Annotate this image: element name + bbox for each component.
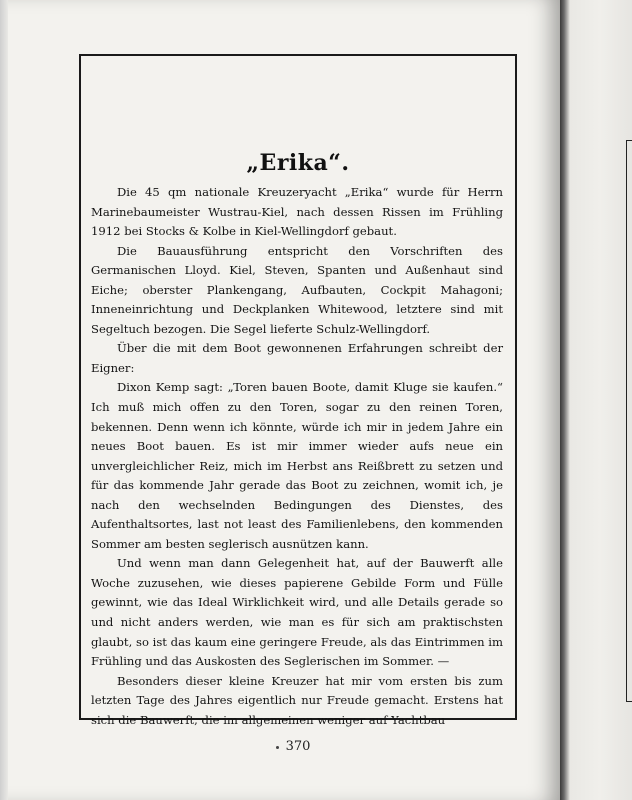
paragraph: Besonders dieser kleine Kreuzer hat mir vom ersten bis zum letzten Tage des Jahres eigentlich nur Freude gemacht. Erstens hat sich die Bauwerft, die im allgemeinen weniger auf Yachtbau (91, 673, 503, 727)
page-number: 370 (285, 739, 311, 754)
paragraph: Und wenn man dann Gelegenheit hat, auf der Bauwerft alle Woche zuzusehen, wie dieses papierene Gebilde Form und Fülle gewinnt, wie das Ideal Wirklichkeit wird, und alle Details gerade so und nicht anders werden, wie man es für sich am praktischsten glaubt, so ist das kaum eine geringere Freude, als das Eintrimmen im Frühling und das Auskosten des Seglerischen im Sommer. — (91, 556, 503, 669)
paragraph: Dixon Kemp sagt: „Toren bauen Boote, damit Kluge sie kaufen.“ Ich muß mich offen zu den Toren, sogar zu den reinen Toren, bekennen. Denn wenn ich könnte, würde ich mir in jedem Jahre ein neues Boot bauen. Es ist mir immer wieder aufs neue ein unvergleichlicher Reiz, mich im Herbst ans Reißbrett zu setzen und für das kommende Jahr gerade das Boot zu zeichnen, womit ich, je nach den wechselnden Bedingungen des Dienstes, des Aufenthaltsortes, last not least des Familienlebens, den kommenden Sommer am besten seglerisch ausnützen kann. (91, 380, 503, 551)
paragraph: Die Bauausführung entspricht den Vorschriften des Germanischen Lloyd. Kiel, Steven, Spanten und Außenhaut sind Eiche; oberster Plankengang, Aufbauten, Cockpit Mahagoni; Inneneinrichtung und Deckplanken Whitewood, letztere sind mit Segeltuch bezogen. Die Segel lieferte Schulz-Wellingdorf. (91, 243, 503, 336)
article-title: „Erika“. (246, 150, 350, 176)
paragraph: Die 45 qm nationale Kreuzeryacht „Erika“ wurde für Herrn Marinebaumeister Wustrau-Kiel, nach dessen Rissen im Frühling 1912 bei Stocks & Kolbe in Kiel-Wellingdorf gebaut. (91, 185, 503, 239)
paragraph: Über die mit dem Boot gewonnenen Erfahrungen schreibt der Eigner: (91, 341, 503, 375)
next-page-edge (560, 0, 632, 800)
next-page-frame (626, 140, 632, 702)
article-body (91, 183, 503, 730)
